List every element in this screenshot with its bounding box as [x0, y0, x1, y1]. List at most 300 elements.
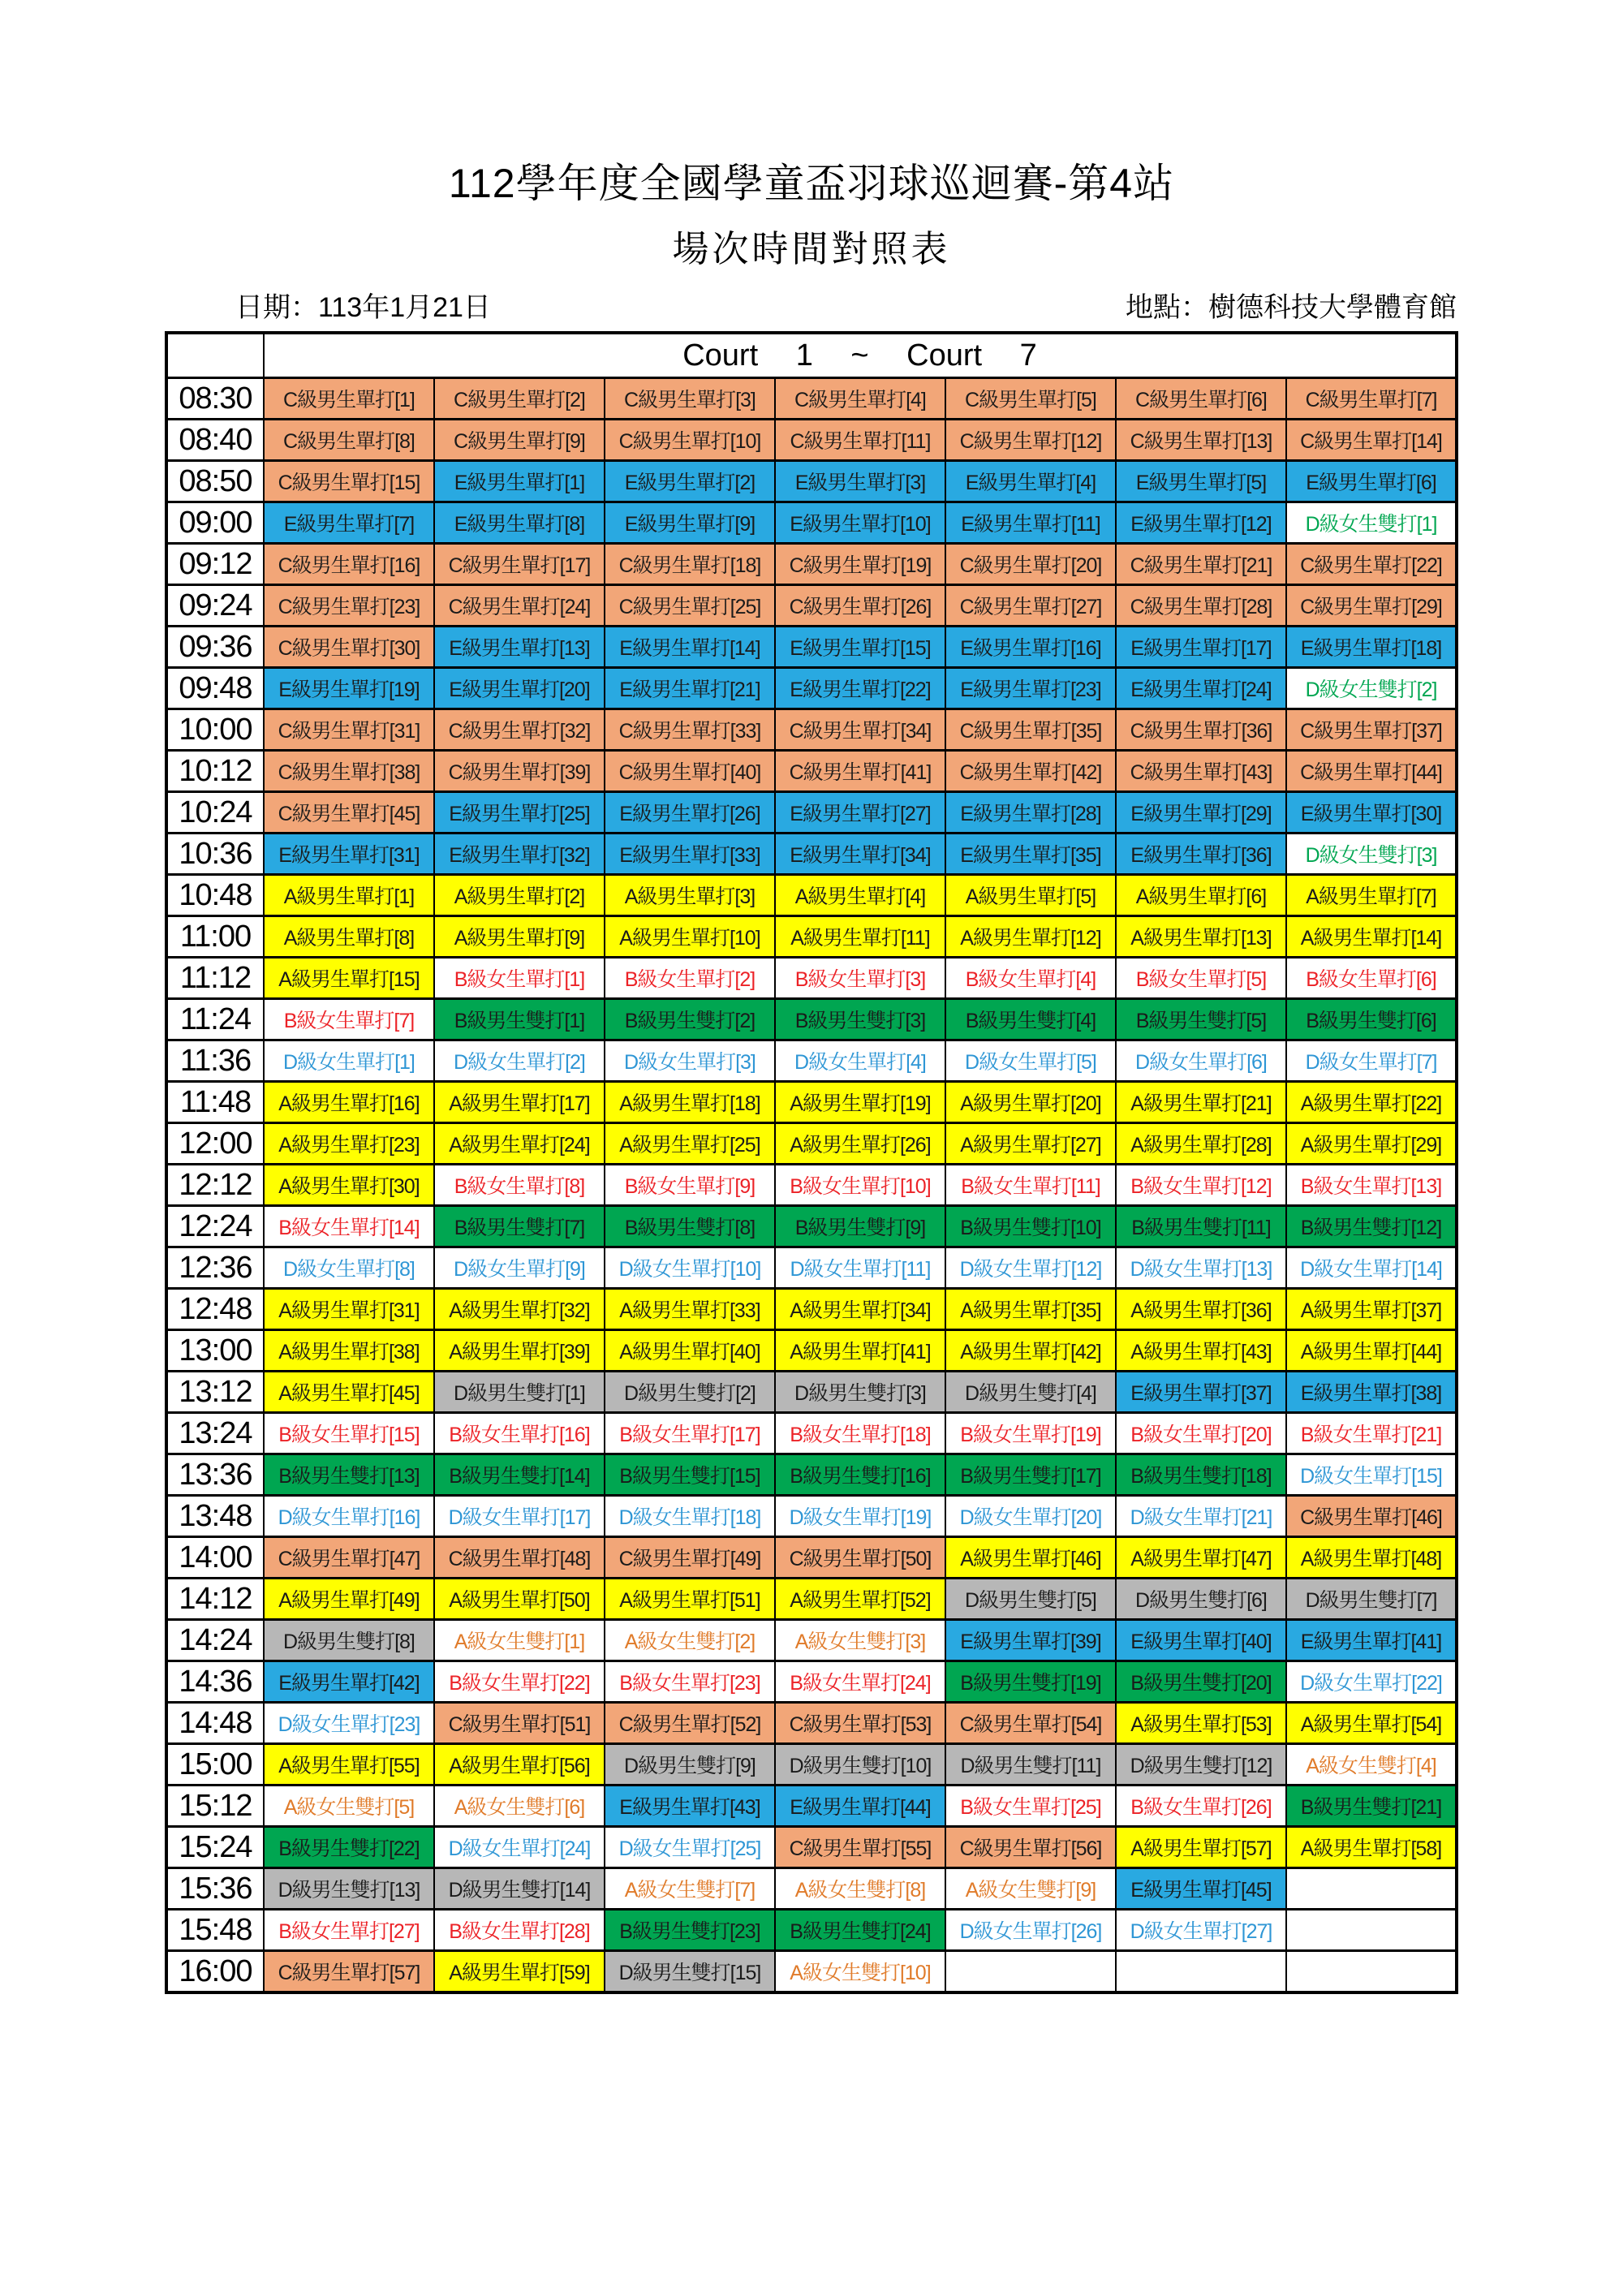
- schedule-row: [166, 1868, 1457, 1910]
- match-cell: D級女生單打[7]: [1286, 1040, 1457, 1082]
- time-label: 13:48: [166, 1496, 264, 1537]
- time-label: 11:48: [166, 1082, 264, 1123]
- match-cell: B級男生雙打[4]: [945, 999, 1116, 1040]
- match-cell: B級男生雙打[6]: [1286, 999, 1457, 1040]
- match-cell: A級男生單打[48]: [1286, 1537, 1457, 1579]
- match-cell: D級男生雙打[7]: [1286, 1579, 1457, 1620]
- match-cell: A級男生單打[37]: [1286, 1289, 1457, 1330]
- time-label: 11:12: [166, 958, 264, 999]
- match-cell: E級男生單打[15]: [775, 627, 945, 668]
- match-cell: C級男生單打[33]: [605, 709, 775, 751]
- time-label: 08:40: [166, 420, 264, 461]
- match-cell: E級男生單打[35]: [945, 834, 1116, 875]
- schedule-row: [166, 1537, 1457, 1579]
- match-cell: B級男生雙打[12]: [1286, 1206, 1457, 1247]
- schedule-row: [166, 1165, 1457, 1206]
- match-cell: C級男生單打[46]: [1286, 1496, 1457, 1537]
- page-subtitle: 場次時間對照表: [672, 228, 951, 269]
- schedule-row: [166, 999, 1457, 1040]
- match-cell: B級男生雙打[13]: [264, 1454, 434, 1496]
- courts-header: Court 1 ~ Court 7: [264, 333, 1457, 378]
- match-cell: D級男生雙打[8]: [264, 1620, 434, 1661]
- time-label: 10:36: [166, 834, 264, 875]
- time-label: 09:12: [166, 544, 264, 585]
- match-cell: D級女生單打[2]: [434, 1040, 605, 1082]
- match-cell: B級男生雙打[23]: [605, 1910, 775, 1951]
- match-cell: D級男生雙打[10]: [775, 1744, 945, 1786]
- match-cell: D級女生單打[18]: [605, 1496, 775, 1537]
- time-label: 11:00: [166, 916, 264, 958]
- match-cell: A級男生單打[58]: [1286, 1827, 1457, 1868]
- match-cell: B級男生雙打[21]: [1286, 1786, 1457, 1827]
- match-cell: C級男生單打[26]: [775, 585, 945, 627]
- match-cell: B級女生單打[15]: [264, 1413, 434, 1454]
- schedule-row: [166, 1123, 1457, 1165]
- time-header-empty-cell: [166, 333, 264, 378]
- match-cell: A級男生單打[47]: [1116, 1537, 1286, 1579]
- schedule-row: [166, 627, 1457, 668]
- match-cell: A級男生單打[17]: [434, 1082, 605, 1123]
- match-cell: A級女生雙打[1]: [434, 1620, 605, 1661]
- match-cell: A級男生單打[55]: [264, 1744, 434, 1786]
- match-cell: C級男生單打[23]: [264, 585, 434, 627]
- match-cell: D級女生單打[26]: [945, 1910, 1116, 1951]
- match-cell: A級男生單打[49]: [264, 1579, 434, 1620]
- match-cell: C級男生單打[11]: [775, 420, 945, 461]
- match-cell: C級男生單打[41]: [775, 751, 945, 792]
- schedule-row: [166, 1372, 1457, 1413]
- match-cell: D級女生單打[14]: [1286, 1247, 1457, 1289]
- match-cell: A級男生單打[42]: [945, 1330, 1116, 1372]
- match-cell: B級女生單打[23]: [605, 1661, 775, 1703]
- match-cell: C級男生單打[7]: [1286, 378, 1457, 420]
- match-cell: A級男生單打[43]: [1116, 1330, 1286, 1372]
- match-cell: E級男生單打[18]: [1286, 627, 1457, 668]
- match-cell: B級男生雙打[20]: [1116, 1661, 1286, 1703]
- match-cell: C級男生單打[28]: [1116, 585, 1286, 627]
- match-cell: A級女生雙打[7]: [605, 1868, 775, 1910]
- schedule-row: [166, 1910, 1457, 1951]
- match-cell: B級男生雙打[11]: [1116, 1206, 1286, 1247]
- schedule-row: [166, 1827, 1457, 1868]
- match-cell: C級男生單打[12]: [945, 420, 1116, 461]
- match-cell: E級男生單打[4]: [945, 461, 1116, 502]
- match-cell: E級男生單打[34]: [775, 834, 945, 875]
- match-cell: A級男生單打[52]: [775, 1579, 945, 1620]
- match-cell: A級女生雙打[3]: [775, 1620, 945, 1661]
- match-cell: B級女生單打[8]: [434, 1165, 605, 1206]
- match-cell: E級男生單打[37]: [1116, 1372, 1286, 1413]
- match-cell: E級男生單打[8]: [434, 502, 605, 544]
- schedule-row: [166, 461, 1457, 502]
- schedule-row: [166, 958, 1457, 999]
- match-cell: C級男生單打[1]: [264, 378, 434, 420]
- match-cell: A級男生單打[12]: [945, 916, 1116, 958]
- match-cell: A級男生單打[18]: [605, 1082, 775, 1123]
- match-cell: D級女生單打[19]: [775, 1496, 945, 1537]
- match-cell: E級男生單打[39]: [945, 1620, 1116, 1661]
- match-cell: B級女生單打[10]: [775, 1165, 945, 1206]
- match-cell: A級男生單打[59]: [434, 1951, 605, 1993]
- schedule-table: [165, 331, 1458, 1994]
- match-cell: B級男生雙打[2]: [605, 999, 775, 1040]
- match-cell: C級男生單打[50]: [775, 1537, 945, 1579]
- schedule-row: [166, 1454, 1457, 1496]
- match-cell: E級男生單打[17]: [1116, 627, 1286, 668]
- location-label: 地點：樹德科技大學體育館: [1126, 292, 1457, 323]
- match-cell: B級男生雙打[8]: [605, 1206, 775, 1247]
- match-cell: E級男生單打[20]: [434, 668, 605, 709]
- match-cell: C級男生單打[52]: [605, 1703, 775, 1744]
- schedule-row: [166, 585, 1457, 627]
- match-cell: C級男生單打[43]: [1116, 751, 1286, 792]
- match-cell: A級女生雙打[5]: [264, 1786, 434, 1827]
- match-cell: E級男生單打[19]: [264, 668, 434, 709]
- schedule-row: [166, 668, 1457, 709]
- schedule-row: [166, 1579, 1457, 1620]
- match-cell: A級男生單打[57]: [1116, 1827, 1286, 1868]
- match-cell: B級女生單打[11]: [945, 1165, 1116, 1206]
- match-cell: A級男生單打[10]: [605, 916, 775, 958]
- match-cell: A級男生單打[11]: [775, 916, 945, 958]
- schedule-row: [166, 1744, 1457, 1786]
- match-cell: B級女生單打[21]: [1286, 1413, 1457, 1454]
- match-cell: C級男生單打[47]: [264, 1537, 434, 1579]
- match-cell: A級男生單打[41]: [775, 1330, 945, 1372]
- match-cell: B級女生單打[9]: [605, 1165, 775, 1206]
- match-cell: E級男生單打[40]: [1116, 1620, 1286, 1661]
- time-label: 10:12: [166, 751, 264, 792]
- match-cell: C級男生單打[55]: [775, 1827, 945, 1868]
- schedule-row: [166, 792, 1457, 834]
- match-cell: C級男生單打[8]: [264, 420, 434, 461]
- match-cell: A級男生單打[20]: [945, 1082, 1116, 1123]
- match-cell: E級男生單打[33]: [605, 834, 775, 875]
- match-cell: E級男生單打[42]: [264, 1661, 434, 1703]
- time-label: 13:12: [166, 1372, 264, 1413]
- time-label: 08:30: [166, 378, 264, 420]
- match-cell: B級女生單打[20]: [1116, 1413, 1286, 1454]
- match-cell: D級女生單打[15]: [1286, 1454, 1457, 1496]
- match-cell: A級男生單打[15]: [264, 958, 434, 999]
- match-cell: A級女生雙打[2]: [605, 1620, 775, 1661]
- match-cell: A級男生單打[25]: [605, 1123, 775, 1165]
- match-cell: C級男生單打[29]: [1286, 585, 1457, 627]
- match-cell: A級女生雙打[8]: [775, 1868, 945, 1910]
- match-cell: E級男生單打[43]: [605, 1786, 775, 1827]
- time-label: 09:36: [166, 627, 264, 668]
- match-cell: B級男生雙打[17]: [945, 1454, 1116, 1496]
- time-label: 15:48: [166, 1910, 264, 1951]
- match-cell: B級女生單打[1]: [434, 958, 605, 999]
- match-cell: E級男生單打[2]: [605, 461, 775, 502]
- time-label: 09:48: [166, 668, 264, 709]
- schedule-row: [166, 1206, 1457, 1247]
- match-cell: B級女生單打[28]: [434, 1910, 605, 1951]
- match-cell: B級男生雙打[18]: [1116, 1454, 1286, 1496]
- match-cell: C級男生單打[51]: [434, 1703, 605, 1744]
- time-label: 12:48: [166, 1289, 264, 1330]
- match-cell: A級男生單打[30]: [264, 1165, 434, 1206]
- time-label: 10:48: [166, 875, 264, 916]
- time-label: 15:24: [166, 1827, 264, 1868]
- time-label: 15:36: [166, 1868, 264, 1910]
- page-title: 112學年度全國學童盃羽球巡迴賽-第4站: [448, 161, 1175, 206]
- match-cell: E級男生單打[41]: [1286, 1620, 1457, 1661]
- match-cell: D級女生單打[6]: [1116, 1040, 1286, 1082]
- match-cell: C級男生單打[36]: [1116, 709, 1286, 751]
- match-cell: C級男生單打[39]: [434, 751, 605, 792]
- match-cell: C級男生單打[49]: [605, 1537, 775, 1579]
- schedule-row: [166, 916, 1457, 958]
- match-cell: B級女生單打[22]: [434, 1661, 605, 1703]
- match-cell: B級男生雙打[3]: [775, 999, 945, 1040]
- match-cell: A級男生單打[9]: [434, 916, 605, 958]
- match-cell: D級男生雙打[3]: [775, 1372, 945, 1413]
- match-cell: C級男生單打[4]: [775, 378, 945, 420]
- match-cell: D級女生單打[13]: [1116, 1247, 1286, 1289]
- match-cell: D級女生單打[27]: [1116, 1910, 1286, 1951]
- match-cell: D級男生雙打[11]: [945, 1744, 1116, 1786]
- match-cell: C級男生單打[17]: [434, 544, 605, 585]
- schedule-row: [166, 1289, 1457, 1330]
- match-cell: B級女生單打[6]: [1286, 958, 1457, 999]
- match-cell: B級女生單打[13]: [1286, 1165, 1457, 1206]
- schedule-row: [166, 1330, 1457, 1372]
- match-cell: C級男生單打[22]: [1286, 544, 1457, 585]
- time-label: 13:36: [166, 1454, 264, 1496]
- match-cell: A級男生單打[40]: [605, 1330, 775, 1372]
- match-cell: E級男生單打[38]: [1286, 1372, 1457, 1413]
- match-cell: D級女生單打[11]: [775, 1247, 945, 1289]
- match-cell: A級男生單打[2]: [434, 875, 605, 916]
- match-cell: A級男生單打[46]: [945, 1537, 1116, 1579]
- match-cell: D級女生單打[25]: [605, 1827, 775, 1868]
- match-cell: B級男生雙打[9]: [775, 1206, 945, 1247]
- match-cell: E級男生單打[29]: [1116, 792, 1286, 834]
- time-label: 11:24: [166, 999, 264, 1040]
- match-cell: C級男生單打[21]: [1116, 544, 1286, 585]
- time-label: 12:00: [166, 1123, 264, 1165]
- match-cell: B級女生單打[25]: [945, 1786, 1116, 1827]
- match-cell: C級男生單打[45]: [264, 792, 434, 834]
- match-cell: C級男生單打[14]: [1286, 420, 1457, 461]
- match-cell: E級男生單打[24]: [1116, 668, 1286, 709]
- match-cell: C級男生單打[38]: [264, 751, 434, 792]
- match-cell: B級男生雙打[7]: [434, 1206, 605, 1247]
- match-cell: D級女生雙打[2]: [1286, 668, 1457, 709]
- match-cell: C級男生單打[24]: [434, 585, 605, 627]
- match-cell: A級男生單打[27]: [945, 1123, 1116, 1165]
- time-label: 12:36: [166, 1247, 264, 1289]
- match-cell: B級男生雙打[1]: [434, 999, 605, 1040]
- match-cell: D級女生單打[9]: [434, 1247, 605, 1289]
- match-cell: A級男生單打[8]: [264, 916, 434, 958]
- schedule-row: [166, 1247, 1457, 1289]
- schedule-row: [166, 1620, 1457, 1661]
- match-cell: B級男生雙打[14]: [434, 1454, 605, 1496]
- match-cell: D級女生單打[17]: [434, 1496, 605, 1537]
- match-cell: D級女生單打[4]: [775, 1040, 945, 1082]
- match-cell: A級男生單打[16]: [264, 1082, 434, 1123]
- match-cell: E級男生單打[30]: [1286, 792, 1457, 834]
- empty-cell: [1286, 1868, 1457, 1910]
- match-cell: C級男生單打[13]: [1116, 420, 1286, 461]
- schedule-row: [166, 420, 1457, 461]
- match-cell: A級男生單打[24]: [434, 1123, 605, 1165]
- match-cell: C級男生單打[54]: [945, 1703, 1116, 1744]
- match-cell: D級女生雙打[3]: [1286, 834, 1457, 875]
- match-cell: E級男生單打[28]: [945, 792, 1116, 834]
- time-label: 10:24: [166, 792, 264, 834]
- match-cell: B級女生單打[4]: [945, 958, 1116, 999]
- match-cell: C級男生單打[44]: [1286, 751, 1457, 792]
- match-cell: A級男生單打[56]: [434, 1744, 605, 1786]
- match-cell: C級男生單打[2]: [434, 378, 605, 420]
- time-label: 14:00: [166, 1537, 264, 1579]
- match-cell: E級男生單打[14]: [605, 627, 775, 668]
- match-cell: D級男生雙打[4]: [945, 1372, 1116, 1413]
- match-cell: A級男生單打[26]: [775, 1123, 945, 1165]
- match-cell: A級男生單打[3]: [605, 875, 775, 916]
- match-cell: C級男生單打[53]: [775, 1703, 945, 1744]
- match-cell: A級男生單打[6]: [1116, 875, 1286, 916]
- match-cell: C級男生單打[10]: [605, 420, 775, 461]
- schedule-row: [166, 1786, 1457, 1827]
- match-cell: C級男生單打[16]: [264, 544, 434, 585]
- match-cell: A級男生單打[33]: [605, 1289, 775, 1330]
- match-cell: B級女生單打[18]: [775, 1413, 945, 1454]
- match-cell: C級男生單打[48]: [434, 1537, 605, 1579]
- match-cell: D級女生單打[10]: [605, 1247, 775, 1289]
- time-label: 11:36: [166, 1040, 264, 1082]
- match-cell: E級男生單打[5]: [1116, 461, 1286, 502]
- meta-row: [166, 285, 1457, 325]
- match-cell: A級男生單打[38]: [264, 1330, 434, 1372]
- courts-header-row: [166, 333, 1457, 378]
- match-cell: C級男生單打[35]: [945, 709, 1116, 751]
- match-cell: E級男生單打[25]: [434, 792, 605, 834]
- match-cell: A級男生單打[5]: [945, 875, 1116, 916]
- match-cell: E級男生單打[9]: [605, 502, 775, 544]
- match-cell: E級男生單打[36]: [1116, 834, 1286, 875]
- match-cell: B級女生單打[26]: [1116, 1786, 1286, 1827]
- match-cell: A級男生單打[14]: [1286, 916, 1457, 958]
- match-cell: D級女生單打[24]: [434, 1827, 605, 1868]
- match-cell: A級男生單打[29]: [1286, 1123, 1457, 1165]
- match-cell: A級男生單打[35]: [945, 1289, 1116, 1330]
- match-cell: E級男生單打[13]: [434, 627, 605, 668]
- match-cell: C級男生單打[56]: [945, 1827, 1116, 1868]
- schedule-row: [166, 1040, 1457, 1082]
- match-cell: D級男生雙打[15]: [605, 1951, 775, 1993]
- match-cell: A級男生單打[51]: [605, 1579, 775, 1620]
- match-cell: D級女生單打[21]: [1116, 1496, 1286, 1537]
- match-cell: C級男生單打[3]: [605, 378, 775, 420]
- time-label: 13:00: [166, 1330, 264, 1372]
- match-cell: C級男生單打[6]: [1116, 378, 1286, 420]
- time-label: 14:24: [166, 1620, 264, 1661]
- match-cell: C級男生單打[25]: [605, 585, 775, 627]
- match-cell: B級女生單打[2]: [605, 958, 775, 999]
- match-cell: C級男生單打[42]: [945, 751, 1116, 792]
- match-cell: E級男生單打[3]: [775, 461, 945, 502]
- match-cell: A級男生單打[31]: [264, 1289, 434, 1330]
- match-cell: E級男生單打[16]: [945, 627, 1116, 668]
- match-cell: D級女生單打[3]: [605, 1040, 775, 1082]
- match-cell: E級男生單打[7]: [264, 502, 434, 544]
- match-cell: D級女生單打[23]: [264, 1703, 434, 1744]
- match-cell: E級男生單打[32]: [434, 834, 605, 875]
- date-label: 日期：113年1月21日: [235, 292, 491, 323]
- match-cell: B級女生單打[14]: [264, 1206, 434, 1247]
- match-cell: E級男生單打[26]: [605, 792, 775, 834]
- match-cell: E級男生單打[21]: [605, 668, 775, 709]
- match-cell: A級男生單打[54]: [1286, 1703, 1457, 1744]
- match-cell: D級女生雙打[1]: [1286, 502, 1457, 544]
- match-cell: A級男生單打[22]: [1286, 1082, 1457, 1123]
- match-cell: A級女生雙打[6]: [434, 1786, 605, 1827]
- schedule-row: [166, 834, 1457, 875]
- match-cell: D級男生雙打[6]: [1116, 1579, 1286, 1620]
- match-cell: A級男生單打[50]: [434, 1579, 605, 1620]
- schedule-row: [166, 1082, 1457, 1123]
- match-cell: B級男生雙打[19]: [945, 1661, 1116, 1703]
- match-cell: A級男生單打[36]: [1116, 1289, 1286, 1330]
- match-cell: A級男生單打[21]: [1116, 1082, 1286, 1123]
- match-cell: B級女生單打[16]: [434, 1413, 605, 1454]
- match-cell: D級男生雙打[13]: [264, 1868, 434, 1910]
- time-label: 08:50: [166, 461, 264, 502]
- match-cell: D級男生雙打[14]: [434, 1868, 605, 1910]
- match-cell: C級男生單打[30]: [264, 627, 434, 668]
- match-cell: A級男生單打[32]: [434, 1289, 605, 1330]
- match-cell: A級男生單打[44]: [1286, 1330, 1457, 1372]
- match-cell: E級男生單打[23]: [945, 668, 1116, 709]
- match-cell: C級男生單打[9]: [434, 420, 605, 461]
- empty-cell: [945, 1951, 1116, 1993]
- schedule-row: [166, 709, 1457, 751]
- match-cell: A級男生單打[4]: [775, 875, 945, 916]
- match-cell: C級男生單打[37]: [1286, 709, 1457, 751]
- match-cell: D級男生雙打[9]: [605, 1744, 775, 1786]
- match-cell: E級男生單打[11]: [945, 502, 1116, 544]
- match-cell: A級男生單打[19]: [775, 1082, 945, 1123]
- time-label: 13:24: [166, 1413, 264, 1454]
- match-cell: C級男生單打[40]: [605, 751, 775, 792]
- match-cell: B級男生雙打[24]: [775, 1910, 945, 1951]
- time-label: 14:12: [166, 1579, 264, 1620]
- time-label: 14:48: [166, 1703, 264, 1744]
- empty-cell: [1116, 1951, 1286, 1993]
- schedule-row: [166, 1703, 1457, 1744]
- match-cell: B級男生雙打[10]: [945, 1206, 1116, 1247]
- match-cell: C級男生單打[34]: [775, 709, 945, 751]
- empty-cell: [1286, 1951, 1457, 1993]
- match-cell: A級男生單打[7]: [1286, 875, 1457, 916]
- match-cell: B級男生雙打[5]: [1116, 999, 1286, 1040]
- match-cell: D級男生雙打[5]: [945, 1579, 1116, 1620]
- match-cell: E級男生單打[12]: [1116, 502, 1286, 544]
- match-cell: B級女生單打[27]: [264, 1910, 434, 1951]
- time-label: 10:00: [166, 709, 264, 751]
- match-cell: D級女生單打[20]: [945, 1496, 1116, 1537]
- match-cell: E級男生單打[44]: [775, 1786, 945, 1827]
- schedule-row: [166, 544, 1457, 585]
- match-cell: D級女生單打[12]: [945, 1247, 1116, 1289]
- match-cell: E級男生單打[22]: [775, 668, 945, 709]
- time-label: 14:36: [166, 1661, 264, 1703]
